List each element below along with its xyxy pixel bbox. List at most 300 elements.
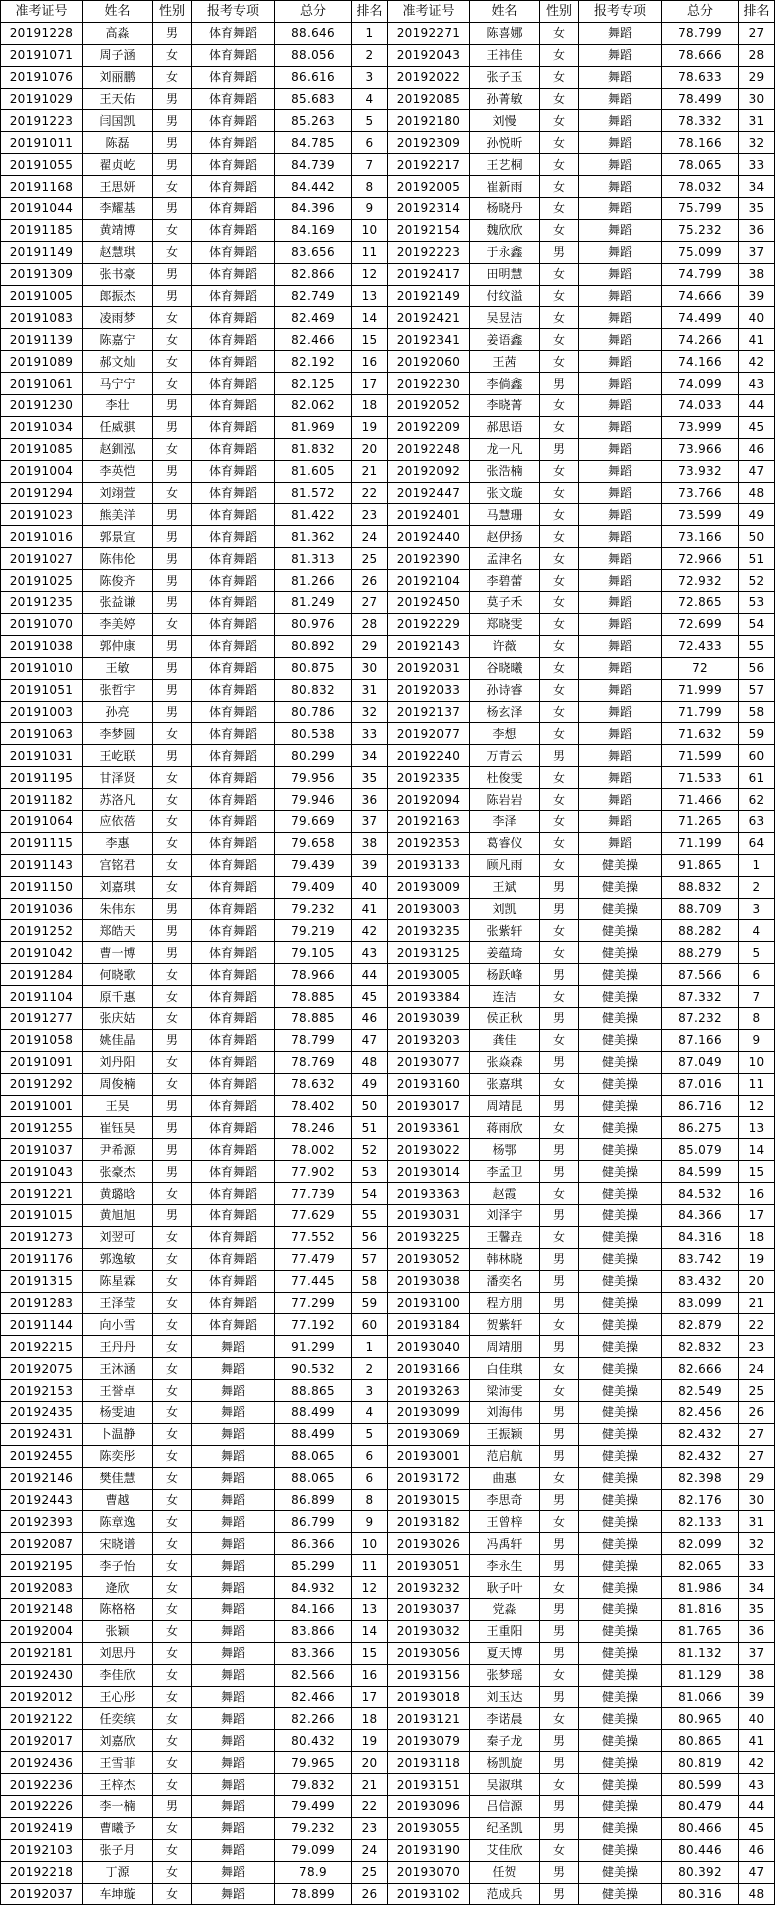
cell-name: 陈伟伦 (83, 548, 153, 570)
cell-gender: 女 (540, 526, 579, 548)
cell-specialty: 舞蹈 (579, 570, 662, 592)
cell-specialty: 健美操 (579, 1051, 662, 1073)
table-row (1, 1861, 775, 1883)
cell-total-score: 86.275 (662, 1117, 739, 1139)
cell-gender: 女 (540, 329, 579, 351)
cell-name: 曹曦予 (83, 1817, 153, 1839)
cell-gender: 女 (540, 810, 579, 832)
cell-exam-id: 20193102 (388, 1883, 470, 1905)
cell-specialty: 体育舞蹈 (192, 942, 275, 964)
cell-rank: 30 (352, 657, 388, 679)
cell-rank: 60 (739, 745, 775, 767)
table-row (1, 1511, 775, 1533)
cell-name: 王重阳 (470, 1620, 540, 1642)
cell-specialty: 体育舞蹈 (192, 1051, 275, 1073)
cell-gender: 男 (153, 110, 192, 132)
cell-gender: 男 (153, 1161, 192, 1183)
cell-rank: 23 (352, 1817, 388, 1839)
cell-exam-id: 20192163 (388, 810, 470, 832)
cell-exam-id: 20192031 (388, 657, 470, 679)
cell-name: 朱伟东 (83, 898, 153, 920)
cell-exam-id: 20192314 (388, 198, 470, 220)
cell-gender: 女 (153, 1051, 192, 1073)
cell-total-score: 85.263 (275, 110, 352, 132)
cell-total-score: 87.049 (662, 1051, 739, 1073)
cell-total-score: 82.832 (662, 1336, 739, 1358)
table-row (1, 1292, 775, 1314)
cell-exam-id: 20192052 (388, 395, 470, 417)
cell-name: 刘翌可 (83, 1226, 153, 1248)
cell-total-score: 74.666 (662, 285, 739, 307)
cell-exam-id: 20192436 (1, 1752, 83, 1774)
cell-name: 张紫轩 (470, 920, 540, 942)
cell-specialty: 体育舞蹈 (192, 263, 275, 285)
cell-specialty: 舞蹈 (579, 701, 662, 723)
cell-rank: 12 (352, 1577, 388, 1599)
cell-specialty: 体育舞蹈 (192, 132, 275, 154)
cell-gender: 女 (540, 482, 579, 504)
cell-rank: 17 (352, 1686, 388, 1708)
cell-gender: 男 (540, 1402, 579, 1424)
cell-total-score: 72.932 (662, 570, 739, 592)
cell-gender: 女 (153, 1883, 192, 1905)
cell-name: 杨跃峰 (470, 964, 540, 986)
cell-specialty: 健美操 (579, 1402, 662, 1424)
cell-exam-id: 20192012 (1, 1686, 83, 1708)
cell-rank: 59 (352, 1292, 388, 1314)
cell-gender: 女 (153, 482, 192, 504)
cell-name: 张焱森 (470, 1051, 540, 1073)
table-row (1, 1599, 775, 1621)
cell-name: 李壮 (83, 395, 153, 417)
cell-specialty: 健美操 (579, 1358, 662, 1380)
cell-total-score: 80.299 (275, 745, 352, 767)
cell-gender: 女 (540, 1314, 579, 1336)
cell-specialty: 舞蹈 (579, 832, 662, 854)
cell-exam-id: 20193018 (388, 1686, 470, 1708)
cell-name: 杜俊雯 (470, 767, 540, 789)
cell-rank: 55 (739, 635, 775, 657)
header-total-score: 总分 (662, 1, 739, 23)
cell-specialty: 体育舞蹈 (192, 986, 275, 1008)
table-row (1, 504, 775, 526)
cell-total-score: 82.879 (662, 1314, 739, 1336)
cell-specialty: 体育舞蹈 (192, 22, 275, 44)
cell-total-score: 77.552 (275, 1226, 352, 1248)
cell-gender: 女 (153, 1686, 192, 1708)
cell-exam-id: 20191010 (1, 657, 83, 679)
cell-specialty: 健美操 (579, 1577, 662, 1599)
cell-gender: 男 (540, 1883, 579, 1905)
cell-gender: 女 (540, 263, 579, 285)
cell-name: 任奕缤 (83, 1708, 153, 1730)
cell-exam-id: 20191064 (1, 810, 83, 832)
cell-specialty: 舞蹈 (579, 504, 662, 526)
cell-specialty: 健美操 (579, 1752, 662, 1774)
cell-name: 陈星霖 (83, 1270, 153, 1292)
cell-gender: 女 (540, 198, 579, 220)
cell-rank: 8 (352, 1489, 388, 1511)
cell-gender: 男 (153, 657, 192, 679)
cell-exam-id: 20191076 (1, 66, 83, 88)
cell-name: 李惠 (83, 832, 153, 854)
cell-name: 韩林晓 (470, 1248, 540, 1270)
cell-specialty: 舞蹈 (579, 482, 662, 504)
cell-total-score: 79.232 (275, 1817, 352, 1839)
cell-exam-id: 20191284 (1, 964, 83, 986)
cell-gender: 男 (153, 920, 192, 942)
cell-gender: 男 (153, 1139, 192, 1161)
table-row (1, 1007, 775, 1029)
cell-total-score: 84.785 (275, 132, 352, 154)
cell-specialty: 体育舞蹈 (192, 1314, 275, 1336)
cell-rank: 9 (739, 1029, 775, 1051)
cell-total-score: 88.282 (662, 920, 739, 942)
cell-exam-id: 20191294 (1, 482, 83, 504)
header-rank: 排名 (352, 1, 388, 23)
cell-total-score: 81.249 (275, 592, 352, 614)
cell-total-score: 84.316 (662, 1226, 739, 1248)
cell-specialty: 舞蹈 (579, 438, 662, 460)
cell-specialty: 体育舞蹈 (192, 241, 275, 263)
cell-rank: 45 (739, 416, 775, 438)
cell-rank: 26 (352, 1883, 388, 1905)
cell-name: 宫铭君 (83, 854, 153, 876)
cell-total-score: 82.749 (275, 285, 352, 307)
table-row (1, 44, 775, 66)
cell-exam-id: 20193001 (388, 1445, 470, 1467)
cell-specialty: 体育舞蹈 (192, 154, 275, 176)
cell-rank: 21 (352, 1774, 388, 1796)
cell-rank: 46 (352, 1007, 388, 1029)
cell-gender: 女 (540, 1839, 579, 1861)
cell-exam-id: 20192087 (1, 1533, 83, 1555)
table-row (1, 1642, 775, 1664)
cell-exam-id: 20192094 (388, 789, 470, 811)
cell-specialty: 舞蹈 (579, 767, 662, 789)
cell-rank: 13 (352, 285, 388, 307)
cell-gender: 女 (540, 460, 579, 482)
cell-gender: 女 (153, 66, 192, 88)
cell-name: 李一楠 (83, 1796, 153, 1818)
cell-specialty: 舞蹈 (192, 1489, 275, 1511)
cell-specialty: 健美操 (579, 1642, 662, 1664)
table-row (1, 1314, 775, 1336)
cell-rank: 25 (739, 1380, 775, 1402)
cell-total-score: 71.632 (662, 723, 739, 745)
cell-rank: 48 (739, 1883, 775, 1905)
cell-specialty: 舞蹈 (579, 548, 662, 570)
cell-rank: 60 (352, 1314, 388, 1336)
cell-specialty: 舞蹈 (579, 351, 662, 373)
cell-specialty: 舞蹈 (579, 526, 662, 548)
cell-gender: 女 (153, 329, 192, 351)
cell-exam-id: 20192209 (388, 416, 470, 438)
cell-gender: 男 (540, 1642, 579, 1664)
cell-specialty: 健美操 (579, 1817, 662, 1839)
cell-total-score: 73.766 (662, 482, 739, 504)
cell-specialty: 舞蹈 (192, 1467, 275, 1489)
cell-rank: 5 (352, 110, 388, 132)
cell-exam-id: 20192229 (388, 613, 470, 635)
cell-gender: 女 (153, 1774, 192, 1796)
cell-rank: 37 (352, 810, 388, 832)
cell-total-score: 79.499 (275, 1796, 352, 1818)
table-row (1, 635, 775, 657)
cell-name: 张豪杰 (83, 1161, 153, 1183)
cell-gender: 女 (153, 1839, 192, 1861)
cell-name: 杨鄂 (470, 1139, 540, 1161)
cell-specialty: 体育舞蹈 (192, 570, 275, 592)
cell-name: 郝思语 (470, 416, 540, 438)
cell-rank: 41 (739, 1730, 775, 1752)
cell-specialty: 舞蹈 (579, 66, 662, 88)
cell-name: 郭仲康 (83, 635, 153, 657)
cell-exam-id: 20191043 (1, 1161, 83, 1183)
cell-total-score: 73.999 (662, 416, 739, 438)
cell-name: 夏天博 (470, 1642, 540, 1664)
cell-exam-id: 20192223 (388, 241, 470, 263)
table-row (1, 219, 775, 241)
table-row (1, 1839, 775, 1861)
cell-rank: 24 (739, 1358, 775, 1380)
cell-total-score: 87.332 (662, 986, 739, 1008)
cell-name: 张子玉 (470, 66, 540, 88)
cell-rank: 51 (352, 1117, 388, 1139)
cell-gender: 女 (153, 1467, 192, 1489)
cell-exam-id: 20193038 (388, 1270, 470, 1292)
cell-specialty: 体育舞蹈 (192, 526, 275, 548)
cell-total-score: 80.965 (662, 1708, 739, 1730)
cell-specialty: 舞蹈 (579, 88, 662, 110)
cell-total-score: 82.133 (662, 1511, 739, 1533)
table-row (1, 263, 775, 285)
cell-total-score: 73.599 (662, 504, 739, 526)
cell-gender: 男 (540, 1555, 579, 1577)
cell-gender: 男 (540, 1007, 579, 1029)
cell-total-score: 86.799 (275, 1511, 352, 1533)
table-row (1, 1533, 775, 1555)
cell-gender: 女 (540, 1664, 579, 1686)
cell-gender: 女 (153, 351, 192, 373)
cell-exam-id: 20193026 (388, 1533, 470, 1555)
cell-rank: 32 (739, 132, 775, 154)
cell-gender: 男 (540, 1161, 579, 1183)
cell-specialty: 健美操 (579, 1007, 662, 1029)
cell-rank: 22 (739, 1314, 775, 1336)
cell-name: 郎振杰 (83, 285, 153, 307)
cell-total-score: 78.769 (275, 1051, 352, 1073)
cell-specialty: 体育舞蹈 (192, 1292, 275, 1314)
cell-total-score: 83.099 (662, 1292, 739, 1314)
table-row (1, 1095, 775, 1117)
cell-exam-id: 20193151 (388, 1774, 470, 1796)
cell-gender: 女 (153, 241, 192, 263)
cell-total-score: 86.366 (275, 1533, 352, 1555)
cell-rank: 1 (739, 854, 775, 876)
cell-total-score: 87.166 (662, 1029, 739, 1051)
cell-total-score: 73.166 (662, 526, 739, 548)
cell-total-score: 71.466 (662, 789, 739, 811)
table-row (1, 22, 775, 44)
cell-specialty: 体育舞蹈 (192, 767, 275, 789)
cell-specialty: 体育舞蹈 (192, 1248, 275, 1270)
cell-specialty: 体育舞蹈 (192, 745, 275, 767)
cell-total-score: 78.002 (275, 1139, 352, 1161)
cell-total-score: 86.899 (275, 1489, 352, 1511)
cell-exam-id: 20191083 (1, 307, 83, 329)
cell-total-score: 78.885 (275, 986, 352, 1008)
cell-gender: 女 (540, 1511, 579, 1533)
cell-gender: 男 (153, 416, 192, 438)
cell-gender: 女 (153, 1599, 192, 1621)
cell-total-score: 80.786 (275, 701, 352, 723)
cell-rank: 18 (352, 1708, 388, 1730)
table-row (1, 1686, 775, 1708)
cell-exam-id: 20191149 (1, 241, 83, 263)
cell-rank: 40 (739, 1708, 775, 1730)
cell-total-score: 77.902 (275, 1161, 352, 1183)
header-specialty: 报考专项 (192, 1, 275, 23)
cell-specialty: 舞蹈 (579, 592, 662, 614)
cell-gender: 男 (540, 1686, 579, 1708)
cell-rank: 38 (739, 263, 775, 285)
cell-total-score: 79.232 (275, 898, 352, 920)
cell-rank: 18 (739, 1226, 775, 1248)
cell-rank: 40 (352, 876, 388, 898)
cell-exam-id: 20193039 (388, 1007, 470, 1029)
cell-exam-id: 20193005 (388, 964, 470, 986)
cell-rank: 49 (352, 1073, 388, 1095)
cell-exam-id: 20191221 (1, 1183, 83, 1205)
cell-name: 李诺晨 (470, 1708, 540, 1730)
cell-exam-id: 20191034 (1, 416, 83, 438)
cell-gender: 男 (153, 460, 192, 482)
cell-name: 许薇 (470, 635, 540, 657)
cell-total-score: 82.432 (662, 1445, 739, 1467)
cell-specialty: 健美操 (579, 1555, 662, 1577)
cell-exam-id: 20192143 (388, 635, 470, 657)
cell-gender: 男 (153, 22, 192, 44)
cell-total-score: 80.599 (662, 1774, 739, 1796)
cell-rank: 57 (352, 1248, 388, 1270)
cell-total-score: 79.965 (275, 1752, 352, 1774)
cell-gender: 男 (540, 1139, 579, 1161)
cell-gender: 女 (153, 1511, 192, 1533)
table-row (1, 613, 775, 635)
cell-specialty: 健美操 (579, 1489, 662, 1511)
cell-rank: 10 (739, 1051, 775, 1073)
cell-specialty: 舞蹈 (579, 613, 662, 635)
cell-exam-id: 20191038 (1, 635, 83, 657)
cell-gender: 女 (153, 1664, 192, 1686)
cell-total-score: 80.875 (275, 657, 352, 679)
cell-rank: 20 (739, 1270, 775, 1292)
header-row (1, 1, 775, 23)
cell-total-score: 80.892 (275, 635, 352, 657)
cell-rank: 37 (739, 241, 775, 263)
cell-specialty: 健美操 (579, 1599, 662, 1621)
cell-specialty: 健美操 (579, 1270, 662, 1292)
cell-specialty: 健美操 (579, 1314, 662, 1336)
cell-gender: 女 (540, 395, 579, 417)
cell-gender: 男 (153, 132, 192, 154)
cell-rank: 44 (352, 964, 388, 986)
cell-name: 张庆姑 (83, 1007, 153, 1029)
table-row (1, 701, 775, 723)
cell-specialty: 舞蹈 (192, 1796, 275, 1818)
cell-gender: 男 (540, 1861, 579, 1883)
cell-gender: 女 (540, 679, 579, 701)
cell-gender: 女 (540, 307, 579, 329)
cell-total-score: 85.079 (662, 1139, 739, 1161)
cell-rank: 14 (739, 1139, 775, 1161)
cell-rank: 64 (739, 832, 775, 854)
cell-name: 耿子叶 (470, 1577, 540, 1599)
cell-total-score: 78.966 (275, 964, 352, 986)
cell-name: 张嘉琪 (470, 1073, 540, 1095)
cell-specialty: 体育舞蹈 (192, 657, 275, 679)
cell-total-score: 78.885 (275, 1007, 352, 1029)
cell-specialty: 健美操 (579, 1336, 662, 1358)
cell-specialty: 舞蹈 (579, 745, 662, 767)
cell-gender: 女 (540, 854, 579, 876)
cell-total-score: 81.605 (275, 460, 352, 482)
cell-exam-id: 20192430 (1, 1664, 83, 1686)
cell-name: 陈章逸 (83, 1511, 153, 1533)
cell-name: 连洁 (470, 986, 540, 1008)
cell-specialty: 健美操 (579, 1139, 662, 1161)
cell-name: 李永生 (470, 1555, 540, 1577)
cell-rank: 35 (352, 767, 388, 789)
cell-specialty: 体育舞蹈 (192, 198, 275, 220)
cell-total-score: 87.566 (662, 964, 739, 986)
cell-specialty: 体育舞蹈 (192, 613, 275, 635)
cell-rank: 34 (739, 1577, 775, 1599)
cell-gender: 男 (540, 1051, 579, 1073)
table-row (1, 1117, 775, 1139)
cell-total-score: 88.065 (275, 1467, 352, 1489)
cell-total-score: 78.499 (662, 88, 739, 110)
cell-name: 赵霞 (470, 1183, 540, 1205)
cell-exam-id: 20191115 (1, 832, 83, 854)
cell-name: 车坤璇 (83, 1883, 153, 1905)
cell-rank: 53 (739, 592, 775, 614)
cell-total-score: 82.466 (275, 329, 352, 351)
table-row (1, 1073, 775, 1095)
cell-exam-id: 20193079 (388, 1730, 470, 1752)
cell-specialty: 体育舞蹈 (192, 1095, 275, 1117)
cell-gender: 女 (153, 876, 192, 898)
cell-exam-id: 20191016 (1, 526, 83, 548)
cell-rank: 36 (739, 219, 775, 241)
cell-total-score: 79.099 (275, 1839, 352, 1861)
cell-rank: 8 (352, 176, 388, 198)
cell-rank: 19 (352, 416, 388, 438)
cell-rank: 59 (739, 723, 775, 745)
cell-exam-id: 20193156 (388, 1664, 470, 1686)
cell-total-score: 88.499 (275, 1423, 352, 1445)
cell-specialty: 舞蹈 (192, 1686, 275, 1708)
cell-rank: 16 (352, 351, 388, 373)
header-gender: 性别 (153, 1, 192, 23)
cell-total-score: 84.169 (275, 219, 352, 241)
cell-specialty: 体育舞蹈 (192, 832, 275, 854)
cell-rank: 3 (352, 1380, 388, 1402)
cell-exam-id: 20192195 (1, 1555, 83, 1577)
cell-name: 莫子禾 (470, 592, 540, 614)
cell-exam-id: 20192005 (388, 176, 470, 198)
